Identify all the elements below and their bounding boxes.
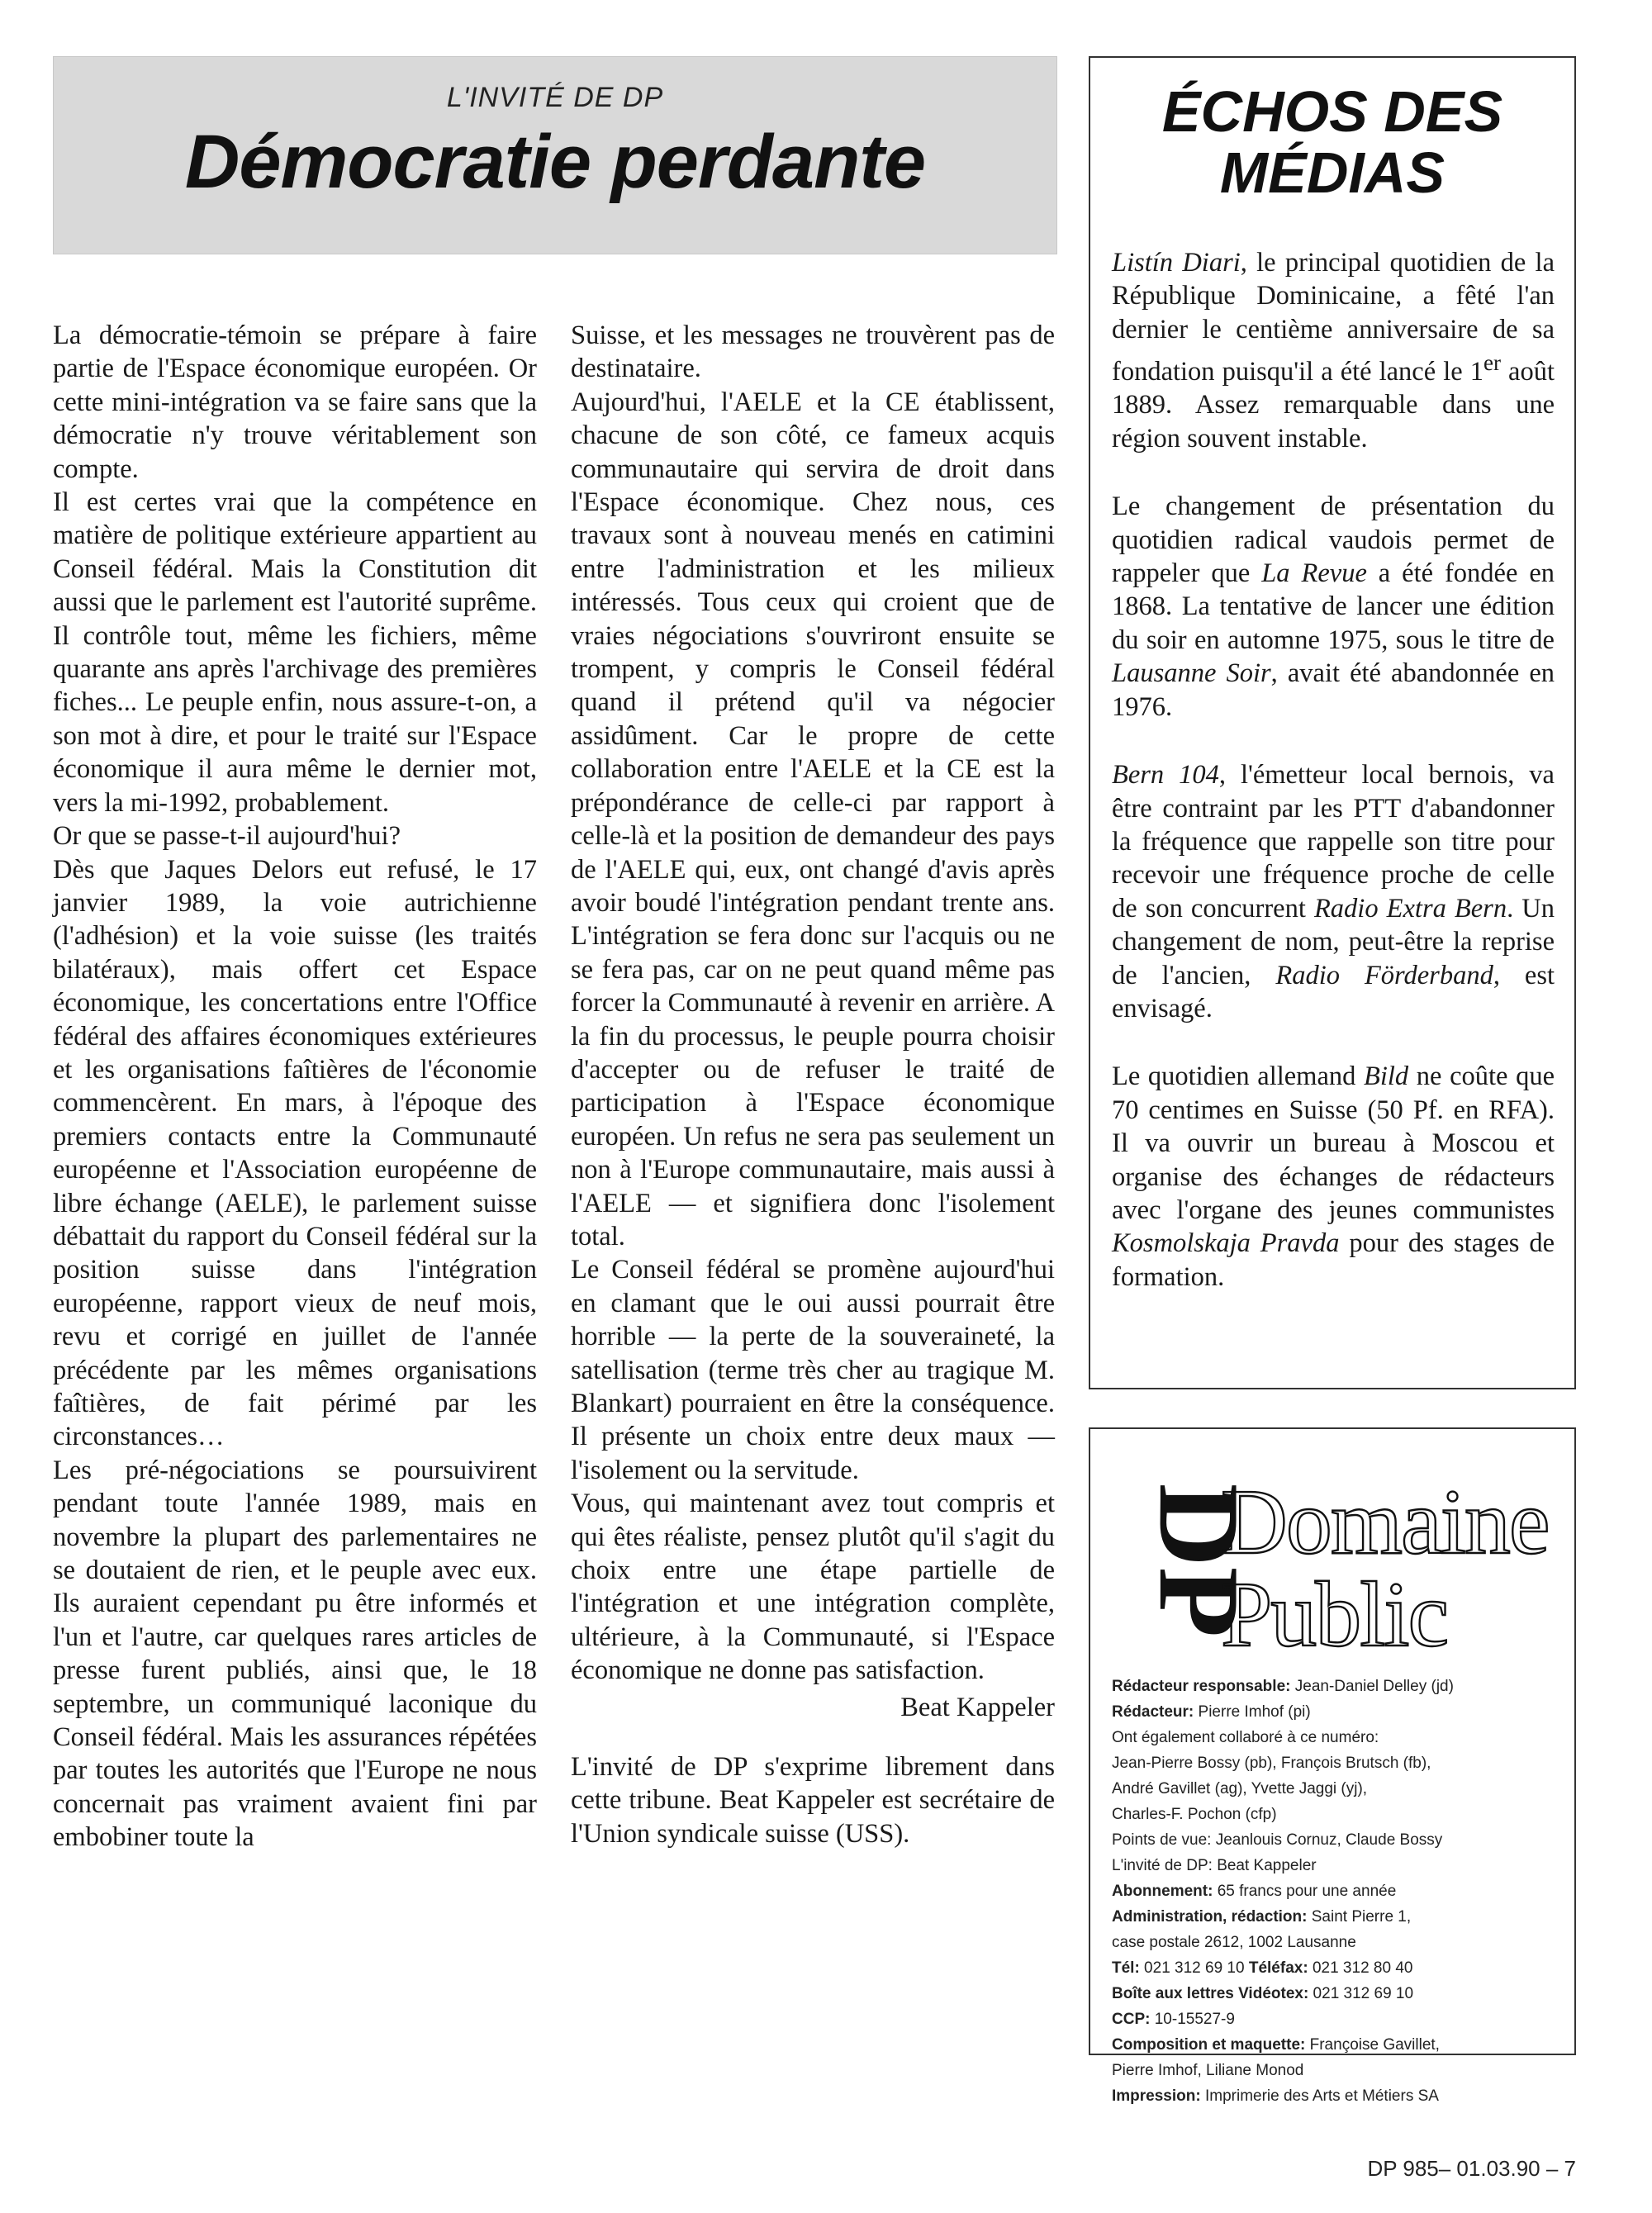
credit-value: Imprimerie des Arts et Métiers SA [1200,2087,1439,2105]
article-paragraph: Vous, qui maintenant avez tout compris et qui êtes réaliste, pensez plutôt qu'il s'agit du choix entre une étape partielle de l'intégration et une intégration complète, ultérieure, à la Communauté, si l'Espace économique ne donne pas satisfaction. [571,1489,1055,1686]
credit-line [1112,1904,1564,1930]
credit-value: 021 312 69 10 [1308,1985,1414,2002]
echos-item [1112,1060,1555,1294]
credit-label: Administration, rédaction: [1112,1908,1308,1926]
article-paragraph: La démocratie-témoin se prépare à faire partie de l'Espace économique européen. Or cette mini-intégration va se faire sans que la démocratie n'y trouve véritablement son compte. [53,321,537,484]
credit-label: Téléfax: [1248,1959,1308,1977]
credit-label: Boîte aux lettres Vidéotex: [1112,1985,1309,2002]
credit-value: Françoise Gavillet, [1305,2036,1440,2054]
author-byline: Beat Kappeler [900,1692,1055,1722]
article-header-banner [53,56,1057,254]
credit-value: 021 312 69 10 [1139,1959,1249,1977]
credit-line [1112,1827,1564,1853]
echos-text: , avait été abandonnée en 1976. [1112,658,1555,722]
echos-item [1112,490,1555,724]
article-paragraph: Il est certes vrai que la compétence en matière de politique extérieure appartient au Conseil fédéral. Mais la Constitution dit aussi que le parlement est l'autorité suprême. Il contrôle tout, même les fichiers, même quarante ans après l'archivage des premières fiches... Le peuple enfin, nous assure-t-on, a son mot à dire, et pour le traité sur l'Espace économique il aura même le dernier mot, vers la mi-1992, probablement. [53,487,537,818]
article-paragraph: Suisse, et les messages ne trouvèrent pas de destinataire. [571,321,1055,384]
credit-label: Tél: [1112,1959,1140,1977]
credit-line [1112,2006,1564,2032]
author-bio: L'invité de DP s'exprime librement dans cette tribune. Beat Kappeler est secrétaire de l'Union syndicale suisse (USS). [571,1752,1055,1849]
echos-title-line-1: ÉCHOS DES [1161,79,1503,144]
section-kicker: L'INVITÉ DE DP [446,82,664,113]
credit-value: 10-15527-9 [1150,2011,1235,2028]
article-paragraph: Or que se passe-t-il aujourd'hui? [53,821,401,852]
credit-line [1112,1750,1564,1776]
article-paragraph: Aujourd'hui, l'AELE et la CE établissent, chacune de son côté, ce fameux acquis communautaire qui servira de droit dans l'Espace économique. Chez nous, ces travaux sont à nouveau menés en catimini entre l'administration et les milieux intéressés. Tous ceux qui croient que de vraies négociations s'ouvriront ensuite se trompent, y compris le Conseil fédéral quand il prétend qu'il va négocier assidûment. Car le propre de cette collaboration entre l'AELE et la CE est la prépondérance de celle-ci par rapport à celle-là et la position de demandeur des pays de l'AELE qui, eux, ont changé d'avis après avoir boudé l'intégration pendant trente ans. L'intégration se fera donc sur l'acquis ou ne se fera pas, car on ne peut quand même pas forcer la Communauté à revenir en arrière. A la fin du processus, le peuple pourra choisir d'accepter ou de refuser le traité de participation à l'Espace économique européen. Un refus ne sera pas seulement un non à l'Europe communautaire, mais aussi à l'AELE — et signifiera donc l'isolement total. [571,387,1055,1251]
credit-value: case postale 2612, 1002 Lausanne [1112,1934,1356,1951]
echos-text: , est envisagé. [1112,960,1555,1023]
echos-text: , le principal quotidien de la République Dominicaine, a fêté l'an dernier le centième anniversaire de sa fondation puisqu'il a été lancé le 1 [1112,248,1555,387]
echos-text: a été fondée en 1868. La tentative de lancer une édition du soir en automne 1975, sous le titre de [1112,558,1555,655]
colophon-credits [1112,1674,1564,2109]
credit-label: Rédacteur: [1112,1703,1194,1721]
colophon-box [1089,1427,1576,2105]
credit-line [1112,1699,1564,1725]
echos-text: , l'émetteur local bernois, va être contraint par les PTT d'abandonner la fréquence que rappelle son titre pour recevoir une fréquence proche de celle de son concurrent [1112,760,1555,924]
credit-line [1112,1725,1564,1750]
echos-title [1090,81,1574,203]
media-name: Lausanne Soir [1112,658,1271,689]
echos-body [1112,246,1555,1328]
credit-value: Pierre Imhof, Liliane Monod [1112,2062,1304,2079]
credit-value: Saint Pierre 1, [1307,1908,1412,1926]
domaine-public-masthead [1213,1470,1559,1666]
article-paragraph: Le Conseil fédéral se promène aujourd'hui en clamant que le oui aussi pourrait être horrible — la perte de la souveraineté, la satellisation (terme très cher au tragique M. Blankart) pourraient en être la conséquence. Il présente un choix entre deux maux — l'isolement ou la servitude. [571,1255,1055,1485]
credit-line [1112,1674,1564,1699]
credit-line [1112,1853,1564,1878]
echos-text: Le changement de présentation du quotidien radical vaudois permet de rappeler que [1112,492,1555,589]
echos-item [1112,758,1555,1025]
media-name: Radio Extra Bern [1313,893,1507,924]
masthead-line-2: Public [1221,1564,1448,1666]
media-name: Listín Diari [1112,248,1241,278]
credit-line [1112,1878,1564,1904]
credit-line [1112,1776,1564,1802]
echos-text: Le quotidien allemand [1112,1061,1364,1092]
media-name: Bild [1364,1061,1409,1092]
echos-item [1112,246,1555,455]
credit-line [1112,1802,1564,1827]
credit-label: CCP: [1112,2011,1151,2028]
article-column-1 [53,319,537,1854]
credit-line [1112,1981,1564,2006]
credit-value: Ont également collaboré à ce numéro: [1112,1729,1379,1746]
credit-label: Rédacteur responsable: [1112,1678,1291,1695]
echos-title-line-2: MÉDIAS [1219,140,1446,205]
echos-des-medias-box [1089,56,1576,1389]
article-paragraph: Dès que Jaques Delors eut refusé, le 17 janvier 1989, la voie autrichienne (l'adhésion) et la voie suisse (les traités bilatéraux), mais offert cet Espace économique, les concertations entre l'Office fédéral des affaires économiques extérieures et les organisations faîtières de l'économie commencèrent. En mars, à l'époque des premiers contacts entre la Communauté européenne et l'Association européenne de libre échange (AELE), le parlement suisse débattait du rapport du Conseil fédéral sur la position suisse dans l'intégration européenne, rapport vieux de neuf mois, revu et corrigé en juillet de l'année précédente par les mêmes organisations faîtières, de fait périmé par les circonstances… [53,854,537,1452]
credit-line [1112,1930,1564,1955]
echos-text: ne coûte que 70 centimes en Suisse (50 Pf. en RFA). Il va ouvrir un bureau à Moscou et organise des échanges de rédacteurs avec l'organe des jeunes communistes [1112,1061,1555,1225]
credit-value: Jean-Pierre Bossy (pb), François Brutsch (fb), [1112,1755,1431,1772]
credit-line [1112,1955,1564,1981]
dp-logo-text: DP [1134,1483,1263,1638]
credit-value: Jean-Daniel Delley (jd) [1290,1678,1454,1695]
credit-line [1112,2083,1564,2109]
credit-value: Points de vue: Jeanlouis Cornuz, Claude Bossy [1112,1831,1443,1849]
credit-value: 021 312 80 40 [1308,1959,1413,1977]
credit-line [1112,2058,1564,2083]
media-name: Radio Förderband [1275,960,1493,990]
echos-text: . Un changement de nom, peut-être la reprise de l'ancien, [1112,893,1555,990]
echos-text: août 1889. Assez remarquable dans une région souvent instable. [1112,357,1555,454]
masthead-line-1: Domaine [1221,1471,1549,1574]
credit-label: Composition et maquette: [1112,2036,1306,2054]
article-column-2 [571,319,1055,1850]
media-name: La Revue [1261,558,1367,589]
credit-value: Charles-F. Pochon (cfp) [1112,1806,1277,1823]
echos-text: pour des stages de formation. [1112,1228,1555,1292]
credit-line [1112,2032,1564,2058]
page-folio: DP 985– 01.03.90 – 7 [1367,2156,1576,2181]
ordinal-suffix: er [1483,350,1501,376]
credit-value: Pierre Imhof (pi) [1194,1703,1311,1721]
article-title: Démocratie perdante [184,120,926,204]
credit-label: Impression: [1112,2087,1201,2105]
article-paragraph: Les pré-négociations se poursuivirent pendant toute l'année 1989, mais en novembre la plupart des parlementaires ne se doutaient de rien, et le peuple avec eux. Ils auraient cependant pu être informés et l'un et l'autre, car quelques rares articles de presse furent publiés, ainsi que, le 18 septembre, un communiqué laconique du Conseil fédéral. Mais les assurances répétées par toutes les autorités que l'Europe ne nous concernait pas vraiment avaient fini par embobiner toute la [53,1455,537,1853]
media-name: Bern 104 [1112,760,1219,791]
credit-label: Abonnement: [1112,1883,1213,1900]
credit-value: 65 francs pour une année [1213,1883,1397,1900]
media-name: Kosmolskaja Pravda [1112,1228,1340,1259]
credit-value: André Gavillet (ag), Yvette Jaggi (yj), [1112,1780,1368,1797]
credit-value: L'invité de DP: Beat Kappeler [1112,1857,1317,1874]
